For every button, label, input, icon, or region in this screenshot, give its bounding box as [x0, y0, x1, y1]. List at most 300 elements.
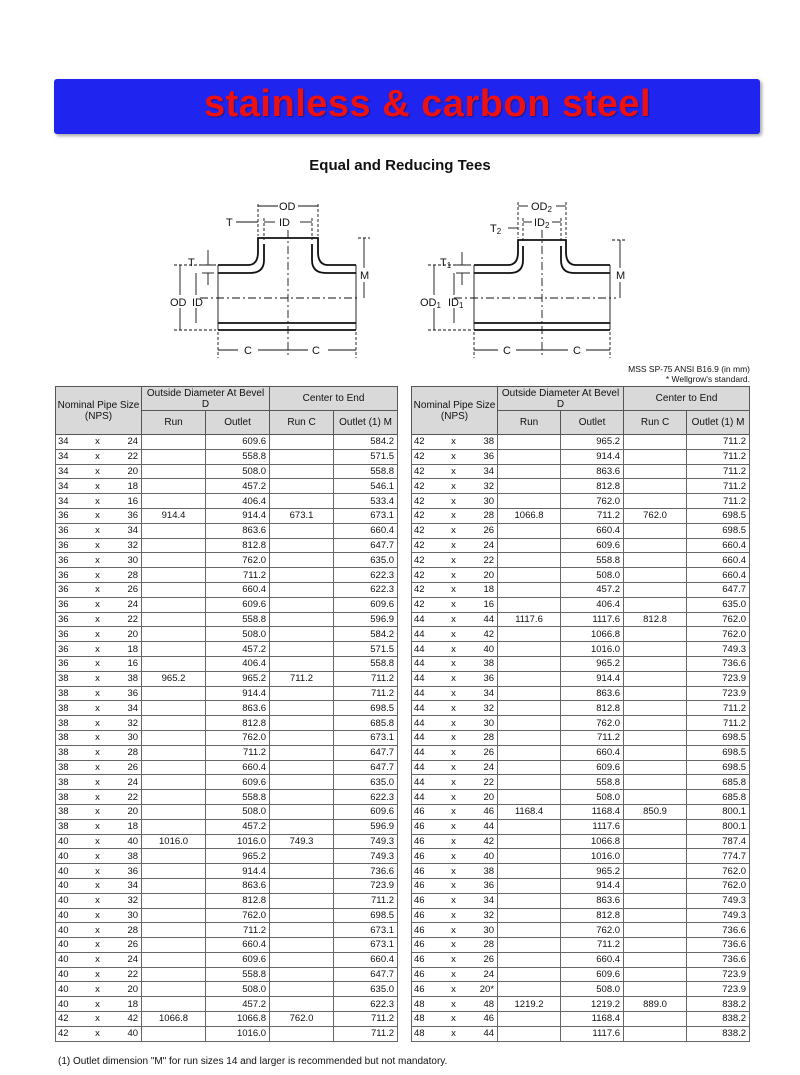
table-cell: x	[442, 568, 466, 583]
table-cell	[624, 642, 687, 657]
table-cell: 42	[412, 508, 442, 523]
table-cell: 673.1	[270, 508, 334, 523]
table-cell	[624, 479, 687, 494]
table-cell: x	[86, 730, 110, 745]
table-cell: x	[86, 849, 110, 864]
table-cell	[498, 982, 561, 997]
table-cell: 508.0	[206, 982, 270, 997]
table-cell: 34	[466, 686, 498, 701]
table-cell: 22	[110, 449, 142, 464]
table-row	[56, 508, 398, 523]
table-cell: 812.8	[624, 612, 687, 627]
table-row	[412, 819, 750, 834]
table-cell: x	[442, 908, 466, 923]
table-cell: 749.3	[687, 908, 750, 923]
table-cell	[498, 449, 561, 464]
table-cell	[270, 864, 334, 879]
table-cell: 46	[412, 938, 442, 953]
table-cell: 28	[466, 730, 498, 745]
table-row	[412, 1012, 750, 1027]
table-cell: x	[442, 597, 466, 612]
table-cell: 26	[466, 952, 498, 967]
table-cell: x	[442, 494, 466, 509]
table-row	[412, 686, 750, 701]
table-row	[56, 878, 398, 893]
table-row	[56, 804, 398, 819]
table-cell: 660.4	[206, 582, 270, 597]
table-cell	[142, 494, 206, 509]
table-cell: x	[86, 508, 110, 523]
header-outlet-m: Outlet (1) M	[687, 411, 750, 435]
table-cell	[624, 627, 687, 642]
table-cell: x	[442, 1026, 466, 1041]
table-cell: x	[442, 701, 466, 716]
table-cell: 863.6	[206, 878, 270, 893]
table-cell: x	[86, 642, 110, 657]
table-cell: 736.6	[687, 938, 750, 953]
table-cell: 44	[412, 627, 442, 642]
table-row	[412, 553, 750, 568]
header-center-to-end: Center to End	[270, 387, 398, 411]
table-row	[56, 671, 398, 686]
table-row	[56, 568, 398, 583]
table-cell	[624, 1012, 687, 1027]
table-cell: 46	[412, 834, 442, 849]
table-cell	[498, 435, 561, 450]
table-cell: 774.7	[687, 849, 750, 864]
header-outside-diameter: Outside Diameter At Bevel D	[498, 387, 624, 411]
table-cell	[498, 642, 561, 657]
table-cell	[498, 849, 561, 864]
table-cell: 711.2	[206, 923, 270, 938]
table-cell: 34	[56, 479, 86, 494]
table-row	[56, 494, 398, 509]
table-cell	[624, 582, 687, 597]
table-cell: 609.6	[206, 597, 270, 612]
table-row	[412, 893, 750, 908]
table-cell: 812.8	[561, 908, 624, 923]
table-row	[56, 479, 398, 494]
table-row	[56, 523, 398, 538]
table-cell	[142, 435, 206, 450]
table-row	[56, 864, 398, 879]
table-cell: 762.0	[561, 716, 624, 731]
table-cell: 46	[412, 864, 442, 879]
table-cell	[498, 701, 561, 716]
table-cell: 698.5	[334, 701, 398, 716]
table-row	[412, 1026, 750, 1041]
table-cell: 32	[466, 701, 498, 716]
table-cell: 1219.2	[561, 997, 624, 1012]
table-cell	[270, 523, 334, 538]
header-outlet: Outlet	[561, 411, 624, 435]
table-cell	[624, 671, 687, 686]
table-cell: 685.8	[687, 775, 750, 790]
table-cell	[142, 642, 206, 657]
table-cell	[270, 686, 334, 701]
header-outside-diameter: Outside Diameter At Bevel D	[142, 387, 270, 411]
table-cell: 46	[412, 804, 442, 819]
table-cell: 673.1	[334, 508, 398, 523]
table-cell: 38	[56, 819, 86, 834]
table-cell: x	[86, 775, 110, 790]
table-cell: 20	[466, 568, 498, 583]
table-cell: x	[86, 538, 110, 553]
table-cell: 660.4	[687, 553, 750, 568]
table-cell: 558.8	[206, 967, 270, 982]
table-row	[412, 612, 750, 627]
table-cell	[498, 730, 561, 745]
table-cell: 42	[412, 464, 442, 479]
table-cell	[624, 819, 687, 834]
table-cell	[624, 938, 687, 953]
table-cell: 596.9	[334, 612, 398, 627]
table-cell	[498, 819, 561, 834]
table-cell: x	[86, 967, 110, 982]
table-cell: 44	[466, 819, 498, 834]
table-cell: 596.9	[334, 819, 398, 834]
table-cell: 24	[466, 538, 498, 553]
table-cell	[270, 997, 334, 1012]
table-row	[412, 523, 750, 538]
table-cell: 44	[412, 790, 442, 805]
table-cell	[142, 745, 206, 760]
table-cell: x	[442, 819, 466, 834]
table-cell: x	[442, 952, 466, 967]
table-cell: 863.6	[206, 523, 270, 538]
table-cell: 723.9	[334, 878, 398, 893]
table-cell: 40	[56, 938, 86, 953]
table-cell: 406.4	[206, 494, 270, 509]
table-cell: 457.2	[561, 582, 624, 597]
table-row	[56, 1012, 398, 1027]
table-cell: x	[442, 479, 466, 494]
table-row	[412, 952, 750, 967]
table-row	[56, 745, 398, 760]
table-cell: 558.8	[206, 612, 270, 627]
table-cell	[270, 967, 334, 982]
table-cell	[142, 967, 206, 982]
table-cell: 660.4	[334, 523, 398, 538]
table-cell: 685.8	[334, 716, 398, 731]
table-cell: 622.3	[334, 997, 398, 1012]
table-cell: 30	[466, 494, 498, 509]
table-row	[56, 686, 398, 701]
table-cell: x	[86, 597, 110, 612]
table-cell: 457.2	[206, 997, 270, 1012]
table-row	[56, 730, 398, 745]
table-cell	[142, 982, 206, 997]
table-row	[56, 597, 398, 612]
header-outlet-m: Outlet (1) M	[334, 411, 398, 435]
table-cell: 647.7	[334, 760, 398, 775]
table-cell: x	[442, 435, 466, 450]
table-cell: x	[442, 923, 466, 938]
table-row	[412, 775, 750, 790]
table-cell: 16	[110, 656, 142, 671]
table-cell: 711.2	[561, 508, 624, 523]
table-row	[412, 479, 750, 494]
table-cell	[498, 1026, 561, 1041]
table-cell: 34	[466, 893, 498, 908]
table-cell	[498, 494, 561, 509]
table-cell	[624, 790, 687, 805]
table-row	[56, 760, 398, 775]
table-cell: x	[86, 997, 110, 1012]
table-cell: 762.0	[687, 612, 750, 627]
table-cell: 838.2	[687, 1012, 750, 1027]
table-cell: 711.2	[206, 568, 270, 583]
table-cell: 635.0	[334, 982, 398, 997]
table-cell	[142, 686, 206, 701]
table-cell: x	[442, 938, 466, 953]
table-cell	[624, 523, 687, 538]
table-row	[56, 435, 398, 450]
table-cell: 622.3	[334, 790, 398, 805]
table-cell: 558.8	[206, 790, 270, 805]
table-cell	[142, 952, 206, 967]
table-cell: x	[442, 464, 466, 479]
table-cell: 40	[56, 864, 86, 879]
table-cell: 36	[56, 508, 86, 523]
table-cell: x	[442, 671, 466, 686]
table-cell: 711.2	[206, 745, 270, 760]
table-cell: 36	[110, 508, 142, 523]
table-row	[412, 435, 750, 450]
table-row	[412, 967, 750, 982]
table-cell: 40	[466, 642, 498, 657]
table-cell: 46	[412, 967, 442, 982]
table-cell: 40	[56, 952, 86, 967]
table-cell: 762.0	[206, 553, 270, 568]
table-cell	[142, 568, 206, 583]
table-cell: 711.2	[687, 479, 750, 494]
table-cell: 812.8	[561, 701, 624, 716]
table-cell: x	[442, 508, 466, 523]
table-cell: 40	[56, 967, 86, 982]
table-cell	[498, 656, 561, 671]
table-cell	[270, 952, 334, 967]
table-cell	[498, 775, 561, 790]
table-cell	[624, 597, 687, 612]
table-cell: 762.0	[270, 1012, 334, 1027]
table-cell	[142, 553, 206, 568]
table-cell	[270, 745, 334, 760]
table-cell: 42	[110, 1012, 142, 1027]
table-cell: 16	[466, 597, 498, 612]
table-row	[412, 582, 750, 597]
table-cell	[498, 568, 561, 583]
m-label: M	[616, 270, 626, 282]
table-row	[412, 908, 750, 923]
table-cell: 48	[412, 1026, 442, 1041]
table-cell: 36	[466, 878, 498, 893]
table-cell: 571.5	[334, 449, 398, 464]
table-row	[412, 923, 750, 938]
table-row	[412, 997, 750, 1012]
table-cell: 558.8	[334, 464, 398, 479]
table-cell: 30	[110, 908, 142, 923]
table-cell: 457.2	[206, 819, 270, 834]
table-cell: 711.2	[687, 435, 750, 450]
table-cell: 508.0	[206, 627, 270, 642]
table-cell: x	[442, 790, 466, 805]
table-cell: 32	[110, 893, 142, 908]
table-cell: 40	[466, 849, 498, 864]
table-cell	[624, 435, 687, 450]
header-run: Run	[142, 411, 206, 435]
table-cell: 546.1	[334, 479, 398, 494]
table-cell: 38	[56, 745, 86, 760]
table-cell	[624, 967, 687, 982]
table-cell	[270, 479, 334, 494]
table-cell: 965.2	[142, 671, 206, 686]
table-cell: 40	[110, 1026, 142, 1041]
table-cell: x	[86, 671, 110, 686]
header-nps: Nominal Pipe Size (NPS)	[412, 387, 498, 435]
table-cell: x	[442, 686, 466, 701]
table-cell: 38	[56, 686, 86, 701]
id2-label: ID2	[534, 217, 550, 230]
table-cell: 914.4	[206, 686, 270, 701]
table-row	[412, 834, 750, 849]
table-row	[56, 982, 398, 997]
table-cell: x	[86, 656, 110, 671]
table-cell: x	[86, 819, 110, 834]
table-cell	[142, 864, 206, 879]
table-cell: 749.3	[687, 893, 750, 908]
table-cell: 1016.0	[142, 834, 206, 849]
table-cell: 965.2	[561, 656, 624, 671]
table-cell: 38	[56, 775, 86, 790]
table-row	[56, 893, 398, 908]
table-cell: 34	[110, 701, 142, 716]
table-cell	[498, 908, 561, 923]
table-cell: x	[442, 582, 466, 597]
table-cell: 749.3	[687, 642, 750, 657]
table-cell: 711.2	[687, 716, 750, 731]
table-cell: 34	[56, 449, 86, 464]
table-cell: 30	[466, 716, 498, 731]
table-cell: 30	[466, 923, 498, 938]
table-cell	[270, 819, 334, 834]
table-cell	[624, 449, 687, 464]
table-cell: 711.2	[334, 671, 398, 686]
table-cell: 711.2	[561, 938, 624, 953]
table-cell	[142, 849, 206, 864]
table-row	[56, 938, 398, 953]
table-cell: x	[86, 982, 110, 997]
table-cell: 914.4	[561, 878, 624, 893]
t2-label: T2	[490, 223, 502, 236]
table-cell: 1117.6	[561, 612, 624, 627]
table-cell: 660.4	[561, 745, 624, 760]
table-cell	[498, 553, 561, 568]
table-cell: 1016.0	[561, 849, 624, 864]
c-label-left: C	[503, 345, 511, 357]
table-cell: 609.6	[334, 804, 398, 819]
table-cell	[142, 760, 206, 775]
table-cell: 24	[110, 775, 142, 790]
table-cell	[624, 568, 687, 583]
table-cell: 36	[56, 656, 86, 671]
table-cell: 40	[56, 997, 86, 1012]
table-cell: x	[86, 908, 110, 923]
table-cell: x	[442, 982, 466, 997]
table-cell: x	[86, 790, 110, 805]
table-cell: 838.2	[687, 1026, 750, 1041]
table-cell: 622.3	[334, 568, 398, 583]
table-cell: 711.2	[334, 893, 398, 908]
table-cell	[270, 582, 334, 597]
table-row	[412, 464, 750, 479]
table-cell: 800.1	[687, 804, 750, 819]
table-cell: 26	[110, 938, 142, 953]
m-label: M	[360, 270, 370, 282]
table-cell: 26	[110, 760, 142, 775]
page-title: Equal and Reducing Tees	[309, 157, 491, 174]
table-cell	[270, 790, 334, 805]
table-cell	[498, 878, 561, 893]
table-cell: 42	[412, 553, 442, 568]
table-cell: 711.2	[687, 464, 750, 479]
table-row	[412, 508, 750, 523]
table-cell: 40	[56, 878, 86, 893]
table-cell: 40	[56, 982, 86, 997]
table-cell: 18	[110, 819, 142, 834]
table-cell: x	[86, 612, 110, 627]
table-cell: 22	[110, 790, 142, 805]
table-cell	[142, 775, 206, 790]
table-cell	[624, 908, 687, 923]
table-cell: x	[442, 523, 466, 538]
table-cell	[142, 923, 206, 938]
table-cell: x	[442, 849, 466, 864]
table-cell: 24	[466, 967, 498, 982]
table-cell: 24	[466, 760, 498, 775]
table-cell: 46	[412, 878, 442, 893]
table-cell: 32	[466, 908, 498, 923]
table-cell: 762.0	[206, 730, 270, 745]
table-cell: 914.4	[561, 671, 624, 686]
table-cell: 38	[56, 760, 86, 775]
table-cell: 16	[110, 494, 142, 509]
table-row	[56, 612, 398, 627]
table-cell: 26	[466, 745, 498, 760]
table-cell: 36	[56, 553, 86, 568]
table-cell: 609.6	[561, 760, 624, 775]
table-cell	[142, 464, 206, 479]
table-cell: 48	[412, 1012, 442, 1027]
table-cell: 660.4	[334, 952, 398, 967]
table-cell	[624, 775, 687, 790]
table-cell: 711.2	[334, 686, 398, 701]
table-row	[56, 967, 398, 982]
table-cell: 1168.4	[498, 804, 561, 819]
table-cell: 406.4	[206, 656, 270, 671]
table-row	[412, 642, 750, 657]
table-cell: x	[86, 716, 110, 731]
table-cell	[498, 538, 561, 553]
table-cell	[624, 538, 687, 553]
table-cell	[142, 627, 206, 642]
table-cell: 812.8	[206, 538, 270, 553]
id1-label: ID1	[448, 297, 464, 310]
table-cell	[142, 790, 206, 805]
table-cell: 44	[412, 612, 442, 627]
table-cell: 609.6	[561, 538, 624, 553]
table-cell: 40	[56, 849, 86, 864]
